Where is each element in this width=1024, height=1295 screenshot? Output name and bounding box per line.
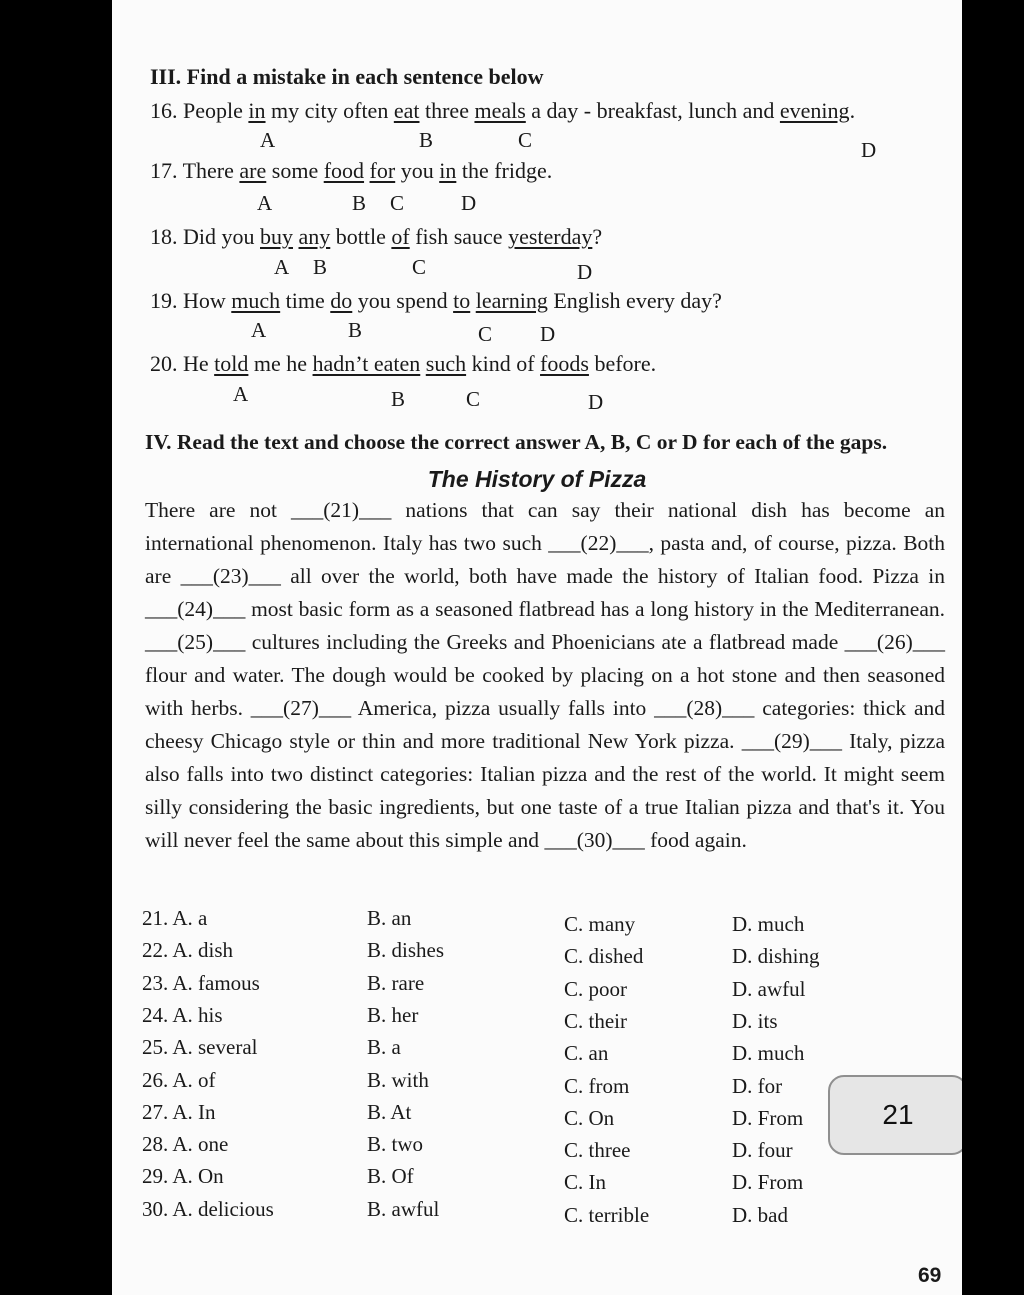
sentence-text: kind of xyxy=(466,351,541,376)
section-3-title: III. Find a mistake in each sentence below xyxy=(150,64,544,89)
letter-a: A xyxy=(251,318,267,342)
option-23-c: C. poor xyxy=(564,976,627,1001)
reading-passage xyxy=(145,494,945,857)
letter-d: D xyxy=(861,138,877,162)
option-21-a: 21. A. a xyxy=(142,906,208,930)
underlined-word: buy xyxy=(260,224,293,249)
underlined-word: food xyxy=(323,158,365,183)
option-27-b: B. At xyxy=(367,1099,412,1124)
gap-blank: ___(29)___ xyxy=(741,729,843,753)
underlined-word: any xyxy=(298,224,331,249)
passage-text: food again. xyxy=(644,828,747,852)
option-29-b: B. Of xyxy=(367,1164,414,1189)
underlined-word: do xyxy=(330,288,353,313)
option-22-c: C. dished xyxy=(564,944,644,969)
option-21-d: D. much xyxy=(732,912,805,936)
option-28-a: 28. A. one xyxy=(142,1132,229,1157)
option-24-a: 24. A. his xyxy=(142,1002,223,1027)
option-23-a: 23. A. famous xyxy=(142,970,260,995)
option-27-a: 27. A. In xyxy=(142,1099,216,1124)
gap-blank: ___(26)___ xyxy=(844,630,945,654)
unit-badge: 21 xyxy=(828,1075,962,1155)
option-30-d: D. bad xyxy=(732,1202,788,1227)
sentence-text: the fridge. xyxy=(456,158,553,183)
passage-text: flour and water. The dough would be cooked by placing on a hot stone and then seasoned with herbs. xyxy=(145,663,945,720)
question-19 xyxy=(150,288,722,314)
underlined-word: evening xyxy=(779,98,850,123)
sentence-text: before. xyxy=(588,351,657,376)
passage-text: categories: thick and cheesy Chicago style or thin and more traditional New York pizza. xyxy=(145,696,946,753)
underlined-word: in xyxy=(248,98,266,123)
sentence-text: ? xyxy=(592,224,603,249)
page-number: 69 xyxy=(918,1264,942,1287)
sentence-text: bottle xyxy=(330,224,392,249)
underlined-word: yesterday xyxy=(508,224,593,249)
letter-b: B xyxy=(391,387,406,411)
answer-letters-18 xyxy=(112,255,962,284)
option-25-a: 25. A. several xyxy=(142,1035,258,1060)
gap-blank: ___(30)___ xyxy=(544,828,645,852)
letter-d: D xyxy=(577,260,593,284)
underlined-word: learning xyxy=(475,288,548,313)
letter-b: B xyxy=(348,318,363,342)
letter-c: C xyxy=(412,255,427,279)
underlined-word: are xyxy=(239,158,267,183)
letter-d: D xyxy=(588,390,604,414)
gap-blank: ___(28)___ xyxy=(654,696,755,720)
underlined-word: hadn’t eaten xyxy=(312,351,421,376)
sentence-text: some xyxy=(266,158,324,183)
option-24-b: B. her xyxy=(367,1002,419,1027)
option-26-d: D. for xyxy=(732,1073,783,1098)
option-25-d: D. much xyxy=(732,1041,805,1066)
option-27-c: C. On xyxy=(564,1105,615,1130)
option-30-a: 30. A. delicious xyxy=(142,1196,274,1221)
letter-b: B xyxy=(419,128,434,152)
underlined-word: to xyxy=(453,288,471,313)
gap-blank: ___(24)___ xyxy=(145,597,246,621)
letter-c: C xyxy=(466,387,481,411)
gap-blank: ___(21)___ xyxy=(291,498,392,522)
sentence-text: 18. Did you xyxy=(150,224,260,249)
letter-b: B xyxy=(352,191,367,215)
sentence-text: 20. He xyxy=(150,351,215,376)
option-28-b: B. two xyxy=(367,1132,424,1157)
option-29-a: 29. A. On xyxy=(142,1164,224,1189)
underlined-word: eat xyxy=(393,98,420,123)
option-27-d: D. From xyxy=(732,1105,804,1130)
underlined-word: foods xyxy=(540,351,589,376)
underlined-word: meals xyxy=(474,98,526,123)
option-28-d: D. four xyxy=(732,1138,793,1163)
option-22-b: B. dishes xyxy=(367,938,445,963)
worksheet-page xyxy=(112,0,962,1295)
sentence-text: a day - breakfast, lunch and xyxy=(525,98,780,123)
passage-text: Italy, pizza also falls into two distinct categories: Italian pizza and the rest of the world. It might seem silly considering the basic ingredients, but one taste of a true Italian pizza and that's it. You will never feel the same about this simple and xyxy=(145,729,946,852)
sentence-text: English every day? xyxy=(547,288,722,313)
sentence-text: you xyxy=(395,158,440,183)
sentence-text: 17. There xyxy=(150,158,240,183)
letter-d: D xyxy=(461,191,477,215)
letter-c: C xyxy=(518,128,533,152)
underlined-word: such xyxy=(425,351,467,376)
answer-letters-19 xyxy=(112,318,962,344)
answer-letters-16 xyxy=(112,128,962,162)
passage-text: cultures including the Greeks and Phoenicians ate a flatbread made xyxy=(245,630,845,654)
sentence-text: 16. People xyxy=(150,98,249,123)
option-26-a: 26. A. of xyxy=(142,1067,216,1092)
question-17 xyxy=(150,158,552,184)
option-24-c: C. their xyxy=(564,1008,627,1033)
sentence-text: me he xyxy=(248,351,313,376)
option-29-c: C. In xyxy=(564,1170,606,1195)
passage-text: There are not xyxy=(145,498,292,522)
gap-blank: ___(27)___ xyxy=(250,696,352,720)
letter-a: A xyxy=(260,128,276,152)
option-22-a: 22. A. dish xyxy=(142,938,234,963)
question-16 xyxy=(150,98,855,124)
gap-blank: ___(22)___ xyxy=(548,531,649,555)
passage-text: most basic form as a seasoned flatbread has a long history in the Mediterranean. xyxy=(245,597,945,621)
passage-text: America, pizza usually falls into xyxy=(351,696,655,720)
letter-a: A xyxy=(233,382,249,406)
letter-d: D xyxy=(540,322,556,346)
passage-text: nations that can say their national dish has become an international phenomenon. Italy has two such xyxy=(145,498,946,555)
sentence-text: 19. How xyxy=(150,288,232,313)
passage-text: all over the world, both have made the history of Italian food. Pizza in xyxy=(280,564,945,588)
sentence-text: time xyxy=(280,288,331,313)
sentence-text: my city often xyxy=(265,98,394,123)
option-24-d: D. its xyxy=(732,1008,778,1033)
letter-a: A xyxy=(257,191,273,215)
letter-c: C xyxy=(478,322,493,346)
underlined-word: told xyxy=(214,351,249,376)
letter-a: A xyxy=(274,255,290,279)
underlined-word: much xyxy=(231,288,281,313)
option-25-b: B. a xyxy=(367,1035,401,1060)
answer-letters-17 xyxy=(112,191,962,217)
passage-text: , pasta and, of course, pizza. Both are xyxy=(145,531,946,588)
option-30-b: B. awful xyxy=(367,1196,440,1221)
question-20 xyxy=(150,351,656,377)
option-25-c: C. an xyxy=(564,1041,609,1066)
answer-letters-20 xyxy=(112,382,962,414)
sentence-text: you spend xyxy=(352,288,454,313)
section-4-title: IV. Read the text and choose the correct answer A, B, C or D for each of the gaps. xyxy=(145,430,888,454)
underlined-word: of xyxy=(391,224,410,249)
sentence-text: three xyxy=(419,98,475,123)
sentence-text: fish sauce xyxy=(409,224,509,249)
option-28-c: C. three xyxy=(564,1138,631,1163)
option-21-c: C. many xyxy=(564,912,636,936)
question-18 xyxy=(150,224,602,250)
letter-b: B xyxy=(313,255,328,279)
option-30-c: C. terrible xyxy=(564,1202,650,1227)
underlined-word: for xyxy=(369,158,396,183)
gap-blank: ___(25)___ xyxy=(145,630,246,654)
story-title: The History of Pizza xyxy=(427,466,647,492)
underlined-word: in xyxy=(439,158,457,183)
option-29-d: D. From xyxy=(732,1170,804,1195)
option-21-b: B. an xyxy=(367,906,412,930)
option-23-d: D. awful xyxy=(732,976,806,1001)
letter-c: C xyxy=(390,191,405,215)
option-22-d: D. dishing xyxy=(732,944,820,969)
gap-blank: ___(23)___ xyxy=(180,564,281,588)
option-23-b: B. rare xyxy=(367,970,425,995)
sentence-text: . xyxy=(849,98,856,123)
option-26-c: C. from xyxy=(564,1073,630,1098)
option-26-b: B. with xyxy=(367,1067,429,1092)
